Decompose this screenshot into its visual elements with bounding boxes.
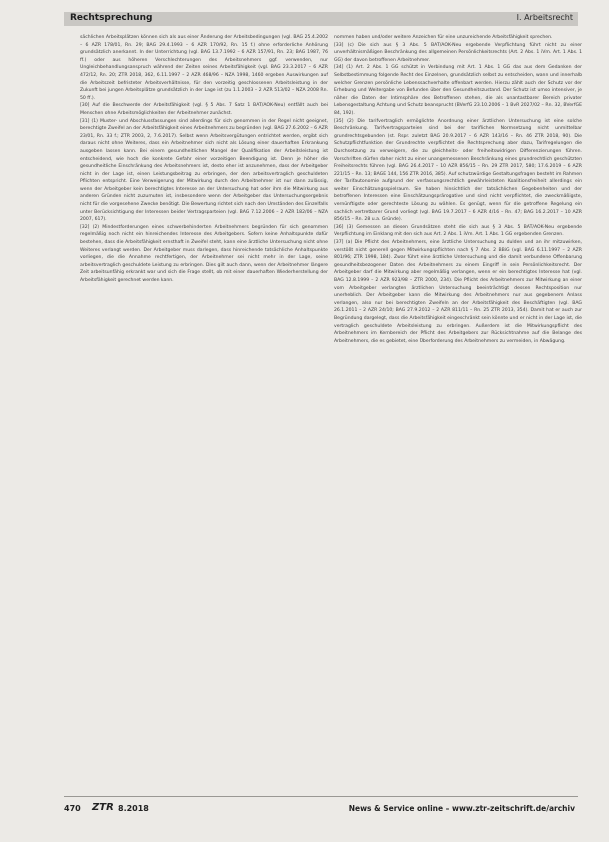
page-number: 470	[64, 804, 81, 813]
footer-service-link[interactable]: News & Service online – www.ztr-zeitschrift.de/archiv	[348, 804, 575, 813]
left-paragraph-2: [30] Auf die Beschwerde der Arbeitsfähigkeit (vgl. § 5 Abs. 7 Satz 1 BAT/AOK-Neu) entfällt auch bei Menschen ohne Arbeitsmöglichkeiten der Arbeitnehmer zunächst.	[80, 103, 328, 116]
right-column	[334, 34, 582, 345]
right-paragraph-4: [35] (2) Die tarifvertraglich ermöglichte Anordnung einer ärztlichen Untersuchung ist eine solche Beschränkung. Tarifvertragsparteien sind bei der tariflichen Normsetzung nicht unmittelbar grundrechtsgebunden (st. Rspr. zuletzt BAG 20.9.2017 – 6 AZR 143/16 – Rn. 46 ZTR 2018, 90). Die Schutzpflichtfunktion der Grundrechte verpflichtet die Rechtsprechung aber dazu, Tarifregelungen die Durchsetzung zu verweigern, die zu gleichheits- oder freiheitswidrigen Differenzierungen führen. Vorschriften dürfen daher nicht zu einer unangemessenen Beschränkung eines grundrechtlich geschützten Freiheitsrechts führen (vgl. BAG 26.4.2017 – 10 AZR 856/15 – Rn. 29 ZTR 2017, 580; 17.6.2019 – 6 AZR 221/15 – Rn. 13; BAGE 144, 156 ZTR 2016, 385). Auf schutzwürdige Gestaltungsfragen besteht im Rahmen der Tarifautonomie aufgrund der verfassungsrechtlich gewährleisteten Koalitionsfreiheit allerdings ein weiter Einschätzungsspielraum. Sie haben hinsichtlich der tatsächlichen Gegebenheiten und der betroffenen Interessen eine Einschätzungsprärogative und sind nicht verpflichtet, die zweckmäßigste, vernünftigste oder gerechteste Lösung zu wählen. Es genügt, wenn für die getroffene Regelung ein sachlich vertretbarer Grund vorliegt (vgl. BAG 19.7.2017 – 6 AZR 4/16 – Rn. 47; BAG 16.2.2017 – 10 AZR 856/15 – Rn. 28 u.a. Gründe).	[334, 118, 582, 223]
right-paragraph-5: [36] (3) Gemessen an diesen Grundsätzen steht die sich aus § 3 Abs. 5 BAT/AOK-Neu ergebende Verpflichtung im Einklang mit den sich aus Art. 2 Abs. 1 iVm. Art. 1 Abs. 1 GG ergebenden Grenzen.	[334, 224, 582, 238]
footer-divider	[64, 796, 578, 797]
section-subtitle: I. Arbeitsrecht	[516, 13, 573, 22]
left-paragraph-4: [32] (2) Mindestforderungen eines schwerbehinderten Arbeitnehmers begründen für sich genommen regelmäßig noch nicht ein hinreichendes Interesse des Arbeitgebers. Sofern keine Anhaltspunkte dafür bestehen, dass die Arbeitsfähigkeit ernsthaft in Zweifel steht, kann eine ärztliche Untersuchung nicht ohne Weiteres verlangt werden. Der Arbeitgeber muss darlegen, dass hinreichende tatsächliche Anhaltspunkte vorliegen, die die Annahme rechtfertigen, der Arbeitnehmer sei nicht mehr in der Lage, seine arbeitsvertraglich geschuldete Leistung zu erbringen. Dies gilt auch dann, wenn der Arbeitnehmer längere Zeit arbeitsunfähig erkrankt war und sich die Frage stellt, ob mit einer dauerhaften Wiederherstellung der Arbeitsfähigkeit gerechnet werden kann.	[80, 224, 328, 283]
journal-issue: 8.2018	[118, 804, 149, 813]
right-paragraph-3: [34] (1) Art. 2 Abs. 1 GG schützt in Verbindung mit Art. 1 Abs. 1 GG das aus dem Gedanken der Selbstbestimmung folgende Recht des Einzelnen, grundsätzlich selbst zu entscheiden, wann und innerhalb welcher Grenzen persönliche Lebenssachverhalte offenbart werden. Hierzu zählt auch der Schutz vor der Erhebung und Weitergabe von Befunden über den Gesundheitszustand. Der Schutz ist umso intensiver, je näher die Daten der Intimsphäre des Betroffenen stehen, die als unantastbarer Bereich privater Lebensgestaltung Achtung und Schutz beansprucht (BVerfG 23.10.2006 – 1 BvR 2027/02 – Rn. 32, BVerfGE 84, 192).	[334, 65, 582, 116]
left-paragraph-3: [31] (1) Muster- und Abschlussfassungen sind allerdings für sich genommen in der Regel nicht geeignet, berechtigte Zweifel an der Arbeitsfähigkeit eines Arbeitnehmers zu begründen (vgl. BAG 27.6.2002 – 6 AZR 23/01, Rn. 33 f.; ZTR 2003, 2, 7.6.2017). Selbst wenn Arbeitsvergütungen entrichtet werden, ergibt sich daraus nicht ohne Weiteres, dass ein Arbeitnehmer sich nicht als Lösung einer dauerhaften Erkrankung ausgeben lassen kann. Bei einem gesundheitlichen Mangel der Qualifikation der Arbeitsleistung ist entscheidend, wie hoch die konkrete Gefahr einer vorzeitigen Beendigung ist. Denn je höher die gesundheitliche Einschränkung des Arbeitsnehmers ist, desto eher ist anzunehmen, dass der Arbeitgeber nicht in der Lage ist, einen Leistungsbeitrag zu erbringen, der den arbeitsvertraglich geschuldeten Pflichten entspricht. Eine Verweigerung der Mitwirkung durch den Arbeitnehmer ist nur dann zulässig, wenn der Arbeitgeber kein berechtigtes Interesse an der Untersuchung hat oder ihm die Mitwirkung aus anderen Gründen nicht zuzumuten ist, insbesondere wenn der Arbeitgeber das Untersuchungsergebnis nicht für die vorgesehene Zwecke benötigt. Die Bewertung richtet sich nach den Umständen des Einzelfalls unter Berücksichtigung der Interessen beider Vertragsparteien (vgl. BAG 7.12.2006 – 2 AZR 182/06 – NZA 2007, 617).	[80, 118, 328, 223]
right-paragraph-6: [37] (a) Die Pflicht des Arbeitnehmers, eine ärztliche Untersuchung zu dulden und an ihr mitzuwirken, verstößt nicht generell gegen Mitwirkungspflichten nach § 7 Abs. 2 BBiG (vgl. BAG 6.11.1997 – 2 AZR 801/96; ZTR 1998, 184). Zwar führt eine ärztliche Untersuchung und die damit verbundene Offenbarung gesundheitsbezogener Daten des Arbeitnehmers zu einem Eingriff in sein Persönlichkeitsrecht. Der Arbeitgeber darf die Mitwirkung aber regelmäßig verlangen, wenn er ein berechtigtes Interesse hat (vgl. BAG 12.8.1999 – 2 AZR 923/98 – ZTR 2000, 234). Die Pflicht des Arbeitnehmers zur Mitwirkung an einer vom Arbeitgeber verlangten ärztlichen Untersuchung beeinträchtigt dessen Rechtsposition nur unerheblich. Der Arbeitgeber kann die Mitwirkung des Arbeitnehmers nur aus gegebenem Anlass verlangen, also nur bei berechtigten Zweifeln an der Arbeitsfähigkeit des Beschäftigten (vgl. BAG 26.1.2011 – 2 AZR 24/10; BAG 27.9.2012 – 2 AZR 811/11 – Rn. 25 ZTR 2013, 354). Damit hat er auch zur Begründung dargelegt, dass die Arbeitsfähigkeit eingeschränkt sein könnte und er nicht in der Lage ist, die vertraglich geschuldete Arbeitsleistung zu erbringen. Außerdem ist die Mitwirkungspflicht des Arbeitnehmers im Kernbereich der Pflicht des Arbeitgebers zur Rücksichtnahme auf die Belange des Arbeitnehmers, die es gebietet, eine Überforderung des Arbeitnehmers zu vermeiden, in Abwägung.	[334, 240, 582, 344]
right-paragraph-1: nommen haben und/oder weitere Anzeichen für eine unzureichende Arbeitsfähigkeit sprechen.	[334, 35, 553, 40]
left-column	[80, 34, 328, 285]
section-title: Rechtsprechung	[70, 13, 153, 23]
journal-brand-logo: ZTR	[92, 802, 114, 813]
right-paragraph-2: [33] (c) Die sich aus § 3 Abs. 5 BAT/AOK-Neu ergebende Verpflichtung führt nicht zu einer unverhältnismäßigen Beschränkung des allgemeinen Persönlichkeitsrechts (Art. 2 Abs. 1 iVm. Art. 1 Abs. 1 GG) der davon betroffenen Arbeitnehmer.	[334, 42, 582, 63]
left-paragraph-1: sächlichen Arbeitsplätzen können sich als aus einer Änderung der Arbeitsbedingungen (vgl. BAG 25.4.2002 – 6 AZR 178/01, Rn. 29; BAG 29.4.1993 – 6 AZR 170/92, Rn. 15 f.) ohne erforderliche Anhörung grundsätzlich anerkannt. In der Unterrichtung (vgl. BAG 13.7.1992 – 6 AZR 157/91, Rn. 23; BAG 1987, 76 ff.) oder aus höheren Verschlechterungen des Arbeitsnehmers ggf. verwenden, nur Ungleichbehandlungsanspruch während der Zeiten seines Arbeitsfähigkeit (vgl. BAG 23.3.2017 – 6 AZR 472/12, Rn. 20; ZTR 2018, 362, 6.11.1997 – 2 AZR 468/96 – NZA 1998, 1460 ergeben Auswirkungen auf die Arbeitszeit befristeter Arbeitsverhältnisse, für den vorzeitig geschlossenen Arbeitsleistung in der Zukunft bei jungen Arbeitsplätze grundsätzlich in der Lage ist (zu 1.1.2003 – 2 AZR 513/02 – NZA 2008 Rn. 50 ff.).	[80, 35, 328, 101]
